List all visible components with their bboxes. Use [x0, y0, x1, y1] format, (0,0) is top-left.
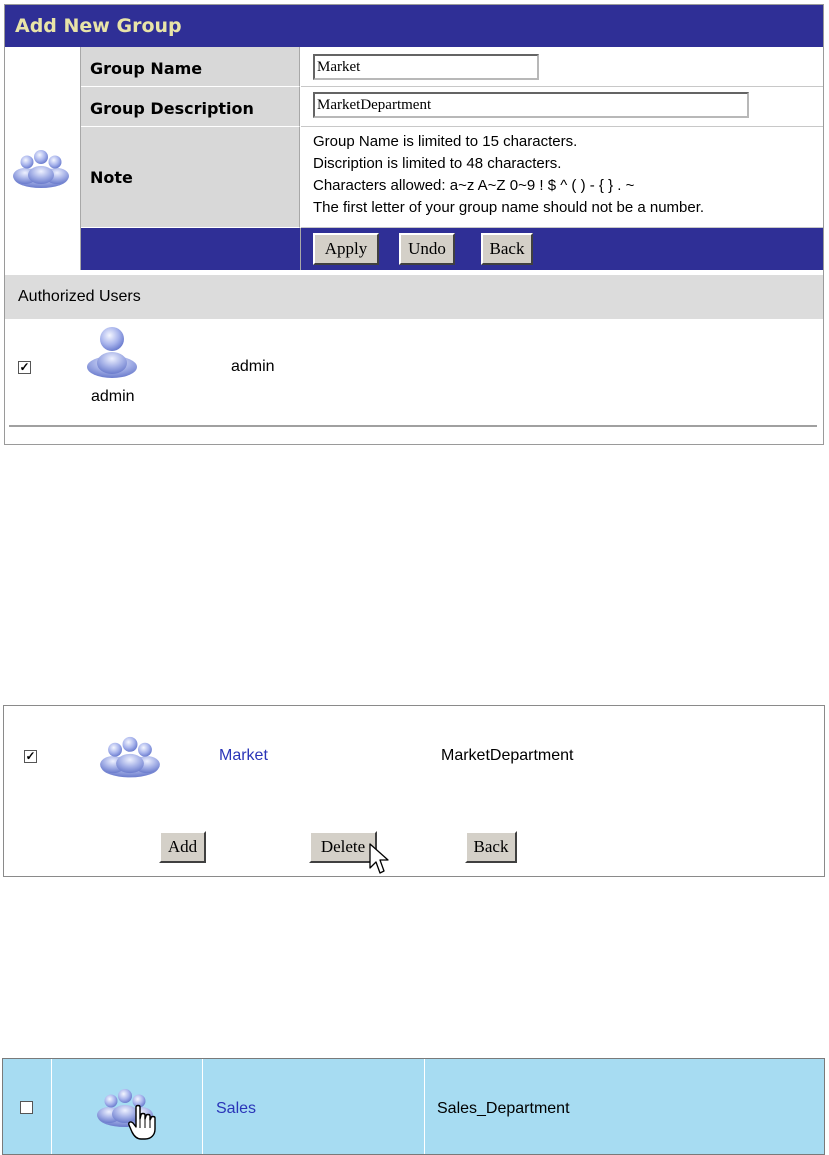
user-icon: [85, 323, 139, 383]
note-line: Discription is limited to 48 characters.: [313, 155, 562, 172]
user-icon-caption: admin: [91, 388, 135, 405]
selected-group-row[interactable]: [2, 1058, 825, 1155]
note-line: Group Name is limited to 15 characters.: [313, 133, 578, 150]
check-icon: ✓: [19, 360, 30, 374]
button-bar: [301, 228, 823, 270]
arrow-cursor-icon: [368, 842, 390, 880]
row-checkbox[interactable]: [20, 1101, 33, 1114]
note-label: Note: [81, 127, 300, 228]
group-description-label: Group Description: [81, 87, 300, 127]
group-icon-cell: [5, 47, 81, 270]
group-description: MarketDepartment: [441, 747, 574, 764]
column-divider: [424, 1059, 425, 1154]
group-name-cell: [301, 47, 823, 87]
add-button[interactable]: Add: [159, 831, 206, 863]
group-name-input[interactable]: Market: [313, 54, 539, 80]
group-icon: [98, 728, 162, 786]
column-divider: [202, 1059, 203, 1154]
group-icon: [11, 142, 71, 196]
check-icon: ✓: [25, 749, 36, 763]
group-list-panel: [3, 705, 825, 877]
undo-button[interactable]: Undo: [399, 233, 455, 265]
delete-button[interactable]: Delete: [309, 831, 377, 863]
back-button[interactable]: Back: [465, 831, 517, 863]
group-name-link[interactable]: Market: [219, 747, 268, 764]
apply-button[interactable]: Apply: [313, 233, 379, 265]
page-title: Add New Group: [5, 5, 823, 47]
column-divider: [51, 1059, 52, 1154]
button-bar-left: [81, 228, 301, 270]
group-name-label: Group Name: [81, 47, 300, 87]
authorized-users-header: Authorized Users: [5, 275, 823, 319]
hand-cursor-icon: [127, 1104, 157, 1146]
group-description-input[interactable]: MarketDepartment: [313, 92, 749, 118]
add-group-panel: [4, 4, 824, 445]
note-line: Characters allowed: a~z A~Z 0~9 ! $ ^ ( ) - { } . ~: [313, 177, 635, 194]
note-text: [313, 131, 704, 219]
group-name-link[interactable]: Sales: [216, 1100, 257, 1117]
note-cell: [301, 127, 823, 228]
group-description: Sales_Department: [437, 1100, 570, 1117]
user-checkbox[interactable]: [18, 361, 31, 374]
back-button[interactable]: Back: [481, 233, 533, 265]
group-description-cell: [301, 87, 823, 127]
group-row-checkbox[interactable]: [24, 750, 37, 763]
user-name: admin: [231, 358, 275, 375]
divider: [9, 425, 817, 427]
note-line: The first letter of your group name should not be a number.: [313, 199, 705, 216]
